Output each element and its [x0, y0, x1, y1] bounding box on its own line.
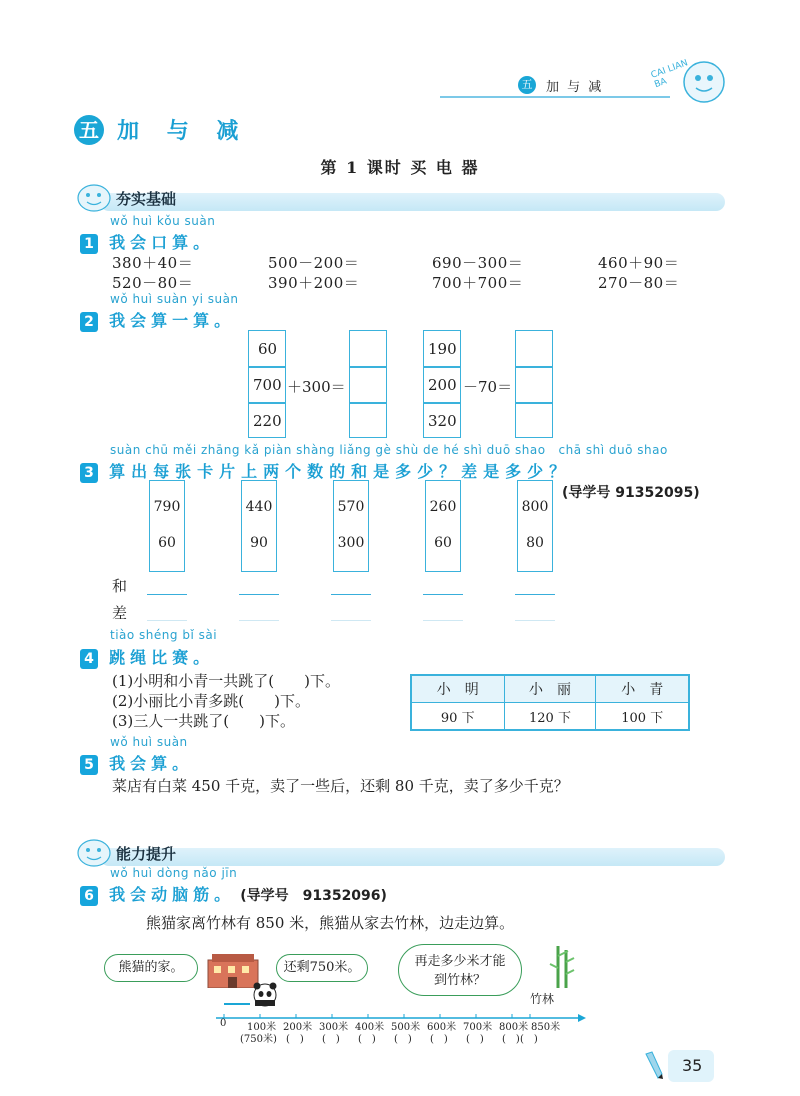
header-badge: 五 [518, 76, 536, 94]
q4-item: (1)小明和小青一共跳了( )下。 [112, 672, 340, 690]
q2-left-answer-box[interactable] [349, 330, 387, 438]
section-label-ability: 能力提升 [116, 845, 177, 863]
q1-pinyin: wǒ huì kǒu suàn [110, 214, 216, 228]
q2-left-op: ＋300＝ [287, 378, 346, 396]
tick-label: 400米 [355, 1022, 385, 1033]
q3-diff-blank[interactable] [331, 620, 371, 621]
q3-sum-blank[interactable] [147, 594, 187, 595]
running-header [440, 58, 730, 110]
q1-r0c0: 380＋40＝ [112, 254, 194, 272]
q4-table-cell: 100 下 [596, 703, 689, 731]
q3-card-top: 260 [429, 499, 457, 515]
q6-heading [80, 882, 387, 906]
q6-title: 我会动脑筋。 [109, 885, 236, 904]
lesson-title: 第 1 课时 买 电 器 [320, 158, 480, 177]
q4-item: (3)三人一共跳了( )下。 [112, 712, 295, 730]
tick-label: 500米 [391, 1022, 421, 1033]
panda-arrow [224, 1003, 250, 1005]
q3-card [425, 480, 461, 572]
section-bar-basics [100, 193, 725, 211]
panda-icon [252, 982, 278, 1008]
q5-heading [80, 751, 193, 775]
q5-problem-text: 菜店有白菜 450 千克，卖了一些后，还剩 80 千克，卖了多少千克？ [112, 777, 569, 795]
q2-right-num: 320 [428, 412, 457, 430]
q3-card-bottom: 60 [434, 535, 452, 551]
q1-number: 1 [80, 234, 98, 254]
q1-r1c3: 270－80＝ [598, 274, 680, 292]
q5-title: 我会算。 [109, 754, 194, 773]
q1-r1c0: 520－80＝ [112, 274, 194, 292]
q2-number: 2 [80, 312, 98, 332]
q1-r0c2: 690－300＝ [432, 254, 524, 272]
bubble-question: 再走多少米才能到竹林？ [398, 944, 522, 996]
q4-number: 4 [80, 649, 98, 669]
q3-card-top: 440 [245, 499, 273, 515]
q3-diff-blank[interactable] [147, 620, 187, 621]
tick-label: 800米 [499, 1022, 529, 1033]
answer-slot[interactable]: ( ) [322, 1034, 340, 1045]
q2-title: 我会算一算。 [109, 311, 236, 330]
answer-slot[interactable]: ( ) [430, 1034, 448, 1045]
unit-title-text: 加 与 减 [117, 119, 249, 144]
q1-heading [80, 230, 214, 254]
tick-label: 100米 [247, 1022, 277, 1033]
q2-left-num: 220 [253, 412, 282, 430]
q1-title: 我会口算。 [109, 233, 215, 252]
q2-right-answer-divider [515, 402, 553, 404]
section-bar-ability [100, 848, 725, 866]
q2-right-op: －70＝ [463, 378, 513, 396]
q2-right-divider [423, 366, 461, 368]
q2-right-divider [423, 402, 461, 404]
q3-card-top: 570 [337, 499, 365, 515]
answer-slot[interactable]: ( ) [520, 1034, 538, 1045]
pencil-icon [642, 1050, 666, 1080]
q3-sum-blank[interactable] [331, 594, 371, 595]
logo-text: CAI LIAN BA [649, 58, 690, 91]
q2-pinyin: wǒ huì suàn yi suàn [110, 292, 239, 306]
header-title: 加 与 减 [546, 80, 604, 95]
bubble-panda-home: 熊猫的家。 [104, 954, 198, 982]
tick-label: 700米 [463, 1022, 493, 1033]
tick-label: 300米 [319, 1022, 349, 1033]
q3-card-bottom: 80 [526, 535, 544, 551]
q4-table-cell: 120 下 [504, 703, 596, 731]
q3-sum-label: 和 [112, 577, 128, 595]
q4-table-cell: 90 下 [411, 703, 504, 731]
q2-left-num: 700 [253, 376, 282, 394]
q6-number: 6 [80, 886, 98, 906]
q3-sum-blank[interactable] [423, 594, 463, 595]
q4-item: (2)小丽比小青多跳( )下。 [112, 692, 310, 710]
q2-left-answer-divider [349, 366, 387, 368]
tick-label: 850米 [531, 1022, 561, 1033]
q3-sum-blank[interactable] [515, 594, 555, 595]
tick-label: 0 [220, 1018, 227, 1029]
q4-table-header: 小 青 [596, 675, 689, 703]
q5-pinyin: wǒ huì suàn [110, 735, 188, 749]
q2-heading [80, 308, 235, 332]
q1-r0c1: 500－200＝ [268, 254, 360, 272]
q3-number: 3 [80, 463, 98, 483]
q6-problem-text: 熊猫家离竹林有 850 米，熊猫从家去竹林，边走边算。 [146, 914, 515, 932]
unit-badge: 五 [74, 115, 104, 145]
q6-guide-number: (导学号 91352096) [240, 888, 387, 904]
q3-title: 算出每张卡片上两个数的和是多少？差是多少？ [109, 462, 572, 481]
q3-diff-label: 差 [112, 604, 128, 622]
q2-left-divider [248, 402, 286, 404]
q2-left-divider [248, 366, 286, 368]
bubble-remaining: 还剩750米。 [276, 954, 368, 982]
q3-card [241, 480, 277, 572]
q4-table-header: 小 明 [411, 675, 504, 703]
q2-left-answer-divider [349, 402, 387, 404]
q3-pinyin: suàn chū měi zhāng kǎ piàn shàng liǎng gè shù de hé shì duō shao chā shì duō shao [110, 443, 668, 457]
q3-card-bottom: 90 [250, 535, 268, 551]
q3-card-bottom: 60 [158, 535, 176, 551]
q2-right-num: 200 [428, 376, 457, 394]
q3-diff-blank[interactable] [239, 620, 279, 621]
answer-slot[interactable]: ( ) [502, 1034, 520, 1045]
bamboo-icon [548, 944, 578, 988]
q4-title: 跳绳比赛。 [109, 648, 215, 667]
section-mascot-icon [74, 836, 114, 868]
q5-number: 5 [80, 755, 98, 775]
q1-r1c1: 390＋200＝ [268, 274, 360, 292]
unit-title [74, 114, 248, 148]
q1-r0c3: 460＋90＝ [598, 254, 680, 272]
q1-r1c2: 700＋700＝ [432, 274, 524, 292]
q4-table-header: 小 丽 [504, 675, 596, 703]
answer-slot[interactable]: ( ) [358, 1034, 376, 1045]
q3-card-top: 790 [153, 499, 181, 515]
q2-left-num: 60 [258, 340, 278, 358]
q6-pinyin: wǒ huì dòng nǎo jīn [110, 866, 238, 880]
section-mascot-icon [74, 181, 114, 213]
q3-card-top: 800 [521, 499, 549, 515]
q3-diff-blank[interactable] [515, 620, 555, 621]
q2-right-answer-divider [515, 366, 553, 368]
q3-guide-number: (导学号 91352095) [562, 485, 700, 501]
answer-slot: (750米) [240, 1034, 277, 1045]
q3-card [149, 480, 185, 572]
q3-card [333, 480, 369, 572]
answer-slot[interactable]: ( ) [286, 1034, 304, 1045]
q3-card-bottom: 300 [337, 535, 365, 551]
q3-card [517, 480, 553, 572]
bamboo-label: 竹林 [530, 992, 555, 1006]
tick-label: 200米 [283, 1022, 313, 1033]
q2-right-answer-box[interactable] [515, 330, 553, 438]
page-number: 35 [682, 1056, 703, 1075]
section-label-basics: 夯实基础 [116, 190, 177, 208]
q4-pinyin: tiào shéng bǐ sài [110, 628, 218, 642]
q2-right-num: 190 [428, 340, 457, 358]
q3-sum-blank[interactable] [239, 594, 279, 595]
q3-diff-blank[interactable] [423, 620, 463, 621]
q4-score-table [410, 674, 690, 731]
q4-heading [80, 645, 214, 669]
answer-slot[interactable]: ( ) [466, 1034, 484, 1045]
tick-label: 600米 [427, 1022, 457, 1033]
answer-slot[interactable]: ( ) [394, 1034, 412, 1045]
